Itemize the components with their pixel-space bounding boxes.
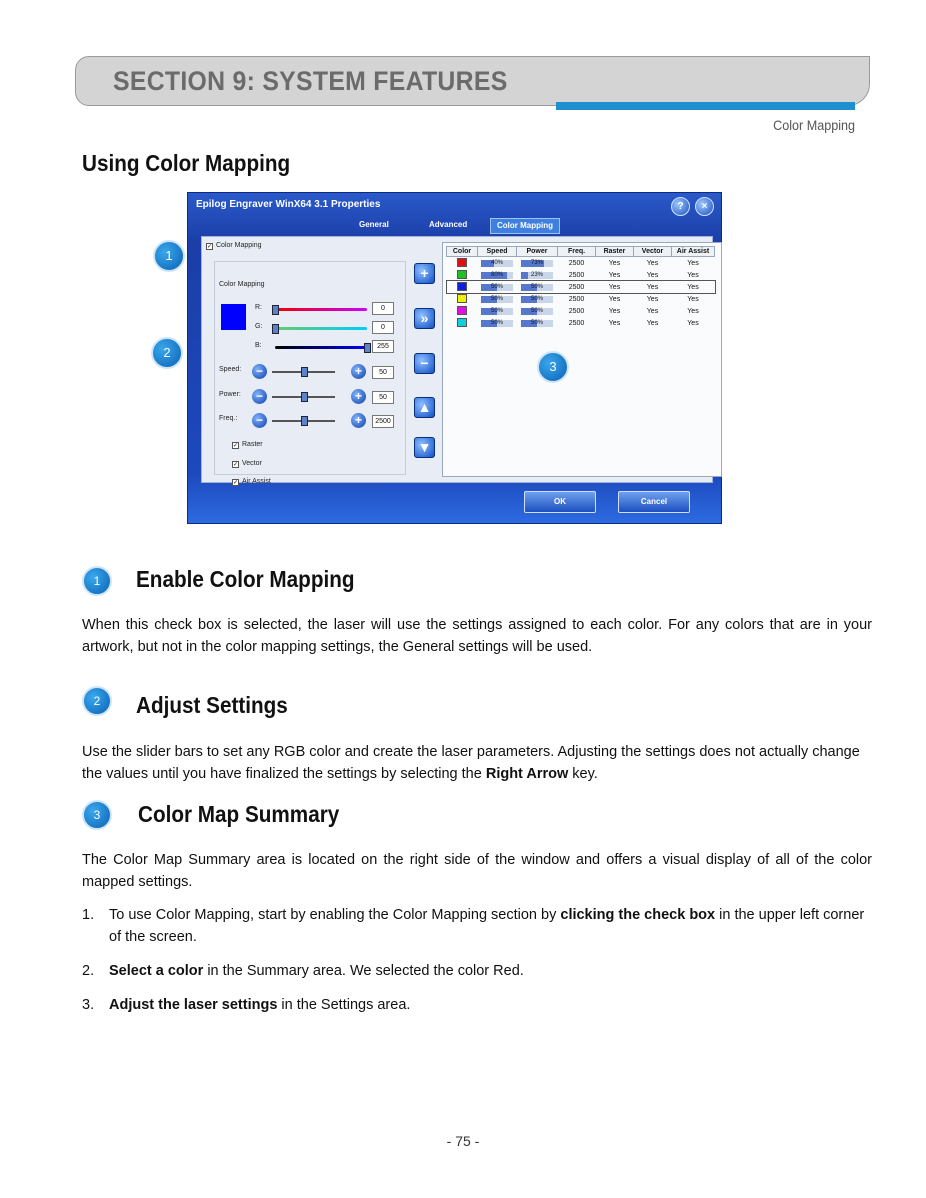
freq-increase-button[interactable]: + bbox=[351, 413, 366, 428]
section-badge-3: 3 bbox=[82, 800, 112, 830]
power-bar bbox=[521, 284, 553, 291]
freq-value: 2500 bbox=[568, 283, 585, 291]
blue-slider[interactable] bbox=[275, 346, 367, 349]
power-value[interactable]: 50 bbox=[372, 391, 394, 404]
heading-adjust-settings: Adjust Settings bbox=[136, 692, 288, 718]
raster-value: Yes bbox=[608, 319, 621, 327]
cell-freq bbox=[558, 305, 596, 317]
paragraph-summary: The Color Map Summary area is located on the right side of the window and offers a visual display of all of the color mapped settings. bbox=[82, 852, 872, 890]
color-swatch bbox=[457, 306, 467, 315]
step-number: 1. bbox=[82, 907, 95, 923]
freq-value: 2500 bbox=[568, 271, 585, 279]
color-mapping-checkbox[interactable]: ✓ bbox=[207, 244, 213, 250]
speed-value: 50% bbox=[490, 284, 503, 290]
speed-slider-knob[interactable] bbox=[301, 367, 308, 377]
steps-list bbox=[82, 904, 872, 1028]
cell-power bbox=[517, 305, 558, 317]
paragraph-adjust-tail: key. bbox=[568, 766, 598, 782]
page-number: - 75 - bbox=[446, 1133, 480, 1149]
blue-slider-knob[interactable] bbox=[364, 343, 371, 353]
cell-speed bbox=[478, 257, 517, 270]
header-accent-bar bbox=[556, 102, 855, 110]
blue-label: B: bbox=[255, 342, 262, 349]
cell-vector bbox=[634, 317, 672, 329]
speed-value: 50% bbox=[490, 308, 503, 314]
dialog-body bbox=[201, 236, 713, 486]
step-number: 3. bbox=[82, 997, 95, 1013]
freq-slider-knob[interactable] bbox=[301, 416, 308, 426]
cell-freq bbox=[558, 257, 596, 270]
cell-raster bbox=[596, 293, 634, 305]
cell-raster bbox=[596, 305, 634, 317]
cell-color bbox=[447, 281, 478, 293]
speed-bar bbox=[481, 260, 513, 267]
step-item bbox=[82, 960, 872, 982]
air-assist-checkbox[interactable]: ✓ bbox=[233, 480, 239, 486]
air-assist-label: Air Assist bbox=[242, 478, 271, 485]
speed-value: 80% bbox=[490, 272, 503, 278]
step-item bbox=[82, 904, 872, 948]
power-value: 50% bbox=[530, 320, 543, 326]
cell-speed bbox=[478, 293, 517, 305]
heading-enable-color-mapping: Enable Color Mapping bbox=[136, 566, 355, 592]
step-bold-text: clicking the check box bbox=[560, 907, 716, 923]
summary-row[interactable] bbox=[447, 281, 715, 293]
summary-row[interactable] bbox=[447, 305, 715, 317]
cell-speed bbox=[478, 305, 517, 317]
power-bar bbox=[521, 320, 553, 327]
vector-value: Yes bbox=[646, 295, 659, 303]
step-text: To use Color Mapping, start by enabling the Color Mapping section by bbox=[109, 907, 561, 923]
cell-power bbox=[517, 257, 558, 270]
section-badge-2: 2 bbox=[82, 686, 112, 716]
cell-color bbox=[447, 293, 478, 305]
properties-dialog-screenshot bbox=[187, 192, 722, 524]
power-value: 50% bbox=[530, 284, 543, 290]
air-value: Yes bbox=[687, 259, 699, 267]
paragraph-adjust-text: Use the slider bars to set any RGB color and create the laser parameters. Adjusting the settings does not actually change the values until you have finalized the settings by selecting the bbox=[82, 744, 860, 782]
power-label: Power: bbox=[219, 391, 241, 398]
cell-air bbox=[672, 317, 715, 329]
vector-value: Yes bbox=[646, 307, 659, 315]
red-value[interactable]: 0 bbox=[372, 302, 394, 315]
raster-value: Yes bbox=[608, 295, 621, 303]
blue-value[interactable]: 255 bbox=[372, 340, 394, 353]
summary-row[interactable] bbox=[447, 293, 715, 305]
color-swatch bbox=[457, 294, 467, 303]
cell-vector bbox=[634, 281, 672, 293]
power-value: 23% bbox=[530, 272, 543, 278]
speed-value: 50% bbox=[490, 320, 503, 326]
power-bar bbox=[521, 260, 553, 267]
summary-row[interactable] bbox=[447, 269, 715, 281]
vector-value: Yes bbox=[646, 319, 659, 327]
cell-raster bbox=[596, 269, 634, 281]
add-color-button[interactable]: + bbox=[414, 263, 435, 284]
speed-value: 50% bbox=[490, 296, 503, 302]
cell-color bbox=[447, 257, 478, 270]
color-mapping-checkbox-label: Color Mapping bbox=[216, 242, 262, 249]
cell-air bbox=[672, 257, 715, 270]
col-header-freq: Freq. bbox=[558, 247, 596, 257]
vector-value: Yes bbox=[646, 259, 659, 267]
cell-color bbox=[447, 269, 478, 281]
cell-speed bbox=[478, 281, 517, 293]
cell-raster bbox=[596, 257, 634, 270]
air-value: Yes bbox=[687, 295, 699, 303]
image-callout-3: 3 bbox=[537, 351, 569, 383]
red-label: R: bbox=[255, 304, 262, 311]
tab-general[interactable]: General bbox=[359, 220, 389, 229]
vector-value: Yes bbox=[646, 283, 659, 291]
power-bar bbox=[521, 272, 553, 279]
cell-speed bbox=[478, 269, 517, 281]
cell-vector bbox=[634, 269, 672, 281]
air-value: Yes bbox=[687, 319, 699, 327]
col-header-speed: Speed bbox=[478, 247, 517, 257]
cell-vector bbox=[634, 293, 672, 305]
air-value: Yes bbox=[687, 307, 699, 315]
step-text-tail: in the Summary area. We selected the color Red. bbox=[203, 963, 524, 979]
color-swatch bbox=[457, 258, 467, 267]
step-bold-text: Adjust the laser settings bbox=[109, 997, 278, 1013]
cell-raster bbox=[596, 317, 634, 329]
cell-power bbox=[517, 281, 558, 293]
summary-row[interactable] bbox=[447, 257, 715, 270]
group-label: Color Mapping bbox=[219, 281, 265, 288]
green-value[interactable]: 0 bbox=[372, 321, 394, 334]
speed-label: Speed: bbox=[219, 366, 242, 373]
freq-value: 2500 bbox=[568, 319, 585, 327]
image-callout-1: 1 bbox=[153, 240, 185, 272]
cell-vector bbox=[634, 257, 672, 270]
col-header-power: Power bbox=[517, 247, 558, 257]
summary-table bbox=[446, 246, 715, 329]
remove-color-button[interactable]: − bbox=[414, 353, 435, 374]
paragraph-enable: When this check box is selected, the laser will use the settings assigned to each color. For any colors that are in your artwork, but not in the color mapping settings, the General settings will be used. bbox=[82, 617, 872, 655]
cell-power bbox=[517, 317, 558, 329]
tab-color-mapping[interactable]: Color Mapping bbox=[490, 218, 560, 234]
dialog-title: Epilog Engraver WinX64 3.1 Properties bbox=[196, 199, 381, 210]
red-slider[interactable] bbox=[275, 308, 367, 311]
raster-checkbox[interactable]: ✓ bbox=[233, 443, 239, 449]
move-up-button[interactable]: ▲ bbox=[414, 397, 435, 418]
green-slider[interactable] bbox=[275, 327, 367, 330]
freq-value[interactable]: 2500 bbox=[372, 415, 394, 428]
color-swatch bbox=[457, 282, 467, 291]
cell-air bbox=[672, 293, 715, 305]
freq-decrease-button[interactable]: − bbox=[252, 413, 267, 428]
vector-checkbox[interactable]: ✓ bbox=[233, 462, 239, 468]
cell-power bbox=[517, 293, 558, 305]
cell-speed bbox=[478, 317, 517, 329]
speed-bar bbox=[481, 284, 513, 291]
cell-air bbox=[672, 269, 715, 281]
power-value: 50% bbox=[530, 296, 543, 302]
color-swatch bbox=[457, 318, 467, 327]
col-header-color: Color bbox=[447, 247, 478, 257]
image-callout-2: 2 bbox=[151, 337, 183, 369]
freq-value: 2500 bbox=[568, 307, 585, 315]
speed-bar bbox=[481, 320, 513, 327]
move-down-button[interactable]: ▼ bbox=[414, 437, 435, 458]
air-value: Yes bbox=[687, 283, 699, 291]
power-value: 73% bbox=[530, 260, 543, 266]
green-slider-knob[interactable] bbox=[272, 324, 279, 334]
cell-air bbox=[672, 305, 715, 317]
right-arrow-key-text: Right Arrow bbox=[485, 766, 569, 782]
green-label: G: bbox=[255, 323, 263, 330]
raster-value: Yes bbox=[608, 271, 621, 279]
help-icon[interactable]: ? bbox=[671, 197, 690, 216]
selected-color-swatch bbox=[221, 304, 246, 330]
raster-value: Yes bbox=[608, 259, 621, 267]
speed-value: 40% bbox=[490, 260, 503, 266]
color-swatch bbox=[457, 270, 467, 279]
cancel-button[interactable]: Cancel bbox=[618, 491, 690, 513]
col-header-raster: Raster bbox=[596, 247, 634, 257]
power-bar bbox=[521, 296, 553, 303]
raster-value: Yes bbox=[608, 307, 621, 315]
vector-value: Yes bbox=[646, 271, 659, 279]
speed-value[interactable]: 50 bbox=[372, 366, 394, 379]
col-header-vector: Vector bbox=[634, 247, 672, 257]
cell-freq bbox=[558, 317, 596, 329]
power-increase-button[interactable]: + bbox=[351, 389, 366, 404]
vector-label: Vector bbox=[242, 460, 262, 467]
cell-color bbox=[447, 305, 478, 317]
air-value: Yes bbox=[687, 271, 699, 279]
cell-freq bbox=[558, 269, 596, 281]
cell-vector bbox=[634, 305, 672, 317]
cell-raster bbox=[596, 281, 634, 293]
step-item bbox=[82, 994, 872, 1016]
step-text-tail: in the Settings area. bbox=[277, 997, 411, 1013]
speed-increase-button[interactable]: + bbox=[351, 364, 366, 379]
summary-row[interactable] bbox=[447, 317, 715, 329]
right-arrow-button[interactable]: » bbox=[414, 308, 435, 329]
cell-air bbox=[672, 281, 715, 293]
raster-label: Raster bbox=[242, 441, 263, 448]
heading-color-map-summary: Color Map Summary bbox=[138, 801, 340, 827]
power-slider-knob[interactable] bbox=[301, 392, 308, 402]
paragraph-adjust bbox=[82, 741, 872, 785]
cell-freq bbox=[558, 281, 596, 293]
freq-label: Freq.: bbox=[219, 415, 238, 422]
section-subtitle: Color Mapping bbox=[773, 117, 855, 133]
red-slider-knob[interactable] bbox=[272, 305, 279, 315]
close-icon[interactable]: × bbox=[695, 197, 714, 216]
color-mapping-group bbox=[214, 261, 406, 486]
cell-color bbox=[447, 317, 478, 329]
col-header-air-assist: Air Assist bbox=[672, 247, 715, 257]
page-heading: Using Color Mapping bbox=[82, 150, 291, 176]
section-badge-1: 1 bbox=[82, 566, 112, 596]
step-text-tail: in the upper left corner of the screen. bbox=[109, 907, 865, 945]
speed-bar bbox=[481, 272, 513, 279]
cell-freq bbox=[558, 293, 596, 305]
power-decrease-button[interactable]: − bbox=[252, 389, 267, 404]
step-number: 2. bbox=[82, 963, 95, 979]
section-title: SECTION 9: SYSTEM FEATURES bbox=[113, 66, 508, 96]
cell-power bbox=[517, 269, 558, 281]
tab-advanced[interactable]: Advanced bbox=[429, 220, 468, 229]
ok-button[interactable]: OK bbox=[524, 491, 596, 513]
freq-value: 2500 bbox=[568, 295, 585, 303]
speed-decrease-button[interactable]: − bbox=[252, 364, 267, 379]
speed-bar bbox=[481, 308, 513, 315]
freq-value: 2500 bbox=[568, 259, 585, 267]
color-map-summary bbox=[442, 242, 722, 477]
speed-bar bbox=[481, 296, 513, 303]
power-bar bbox=[521, 308, 553, 315]
raster-value: Yes bbox=[608, 283, 621, 291]
step-bold-text: Select a color bbox=[109, 963, 204, 979]
power-value: 50% bbox=[530, 308, 543, 314]
